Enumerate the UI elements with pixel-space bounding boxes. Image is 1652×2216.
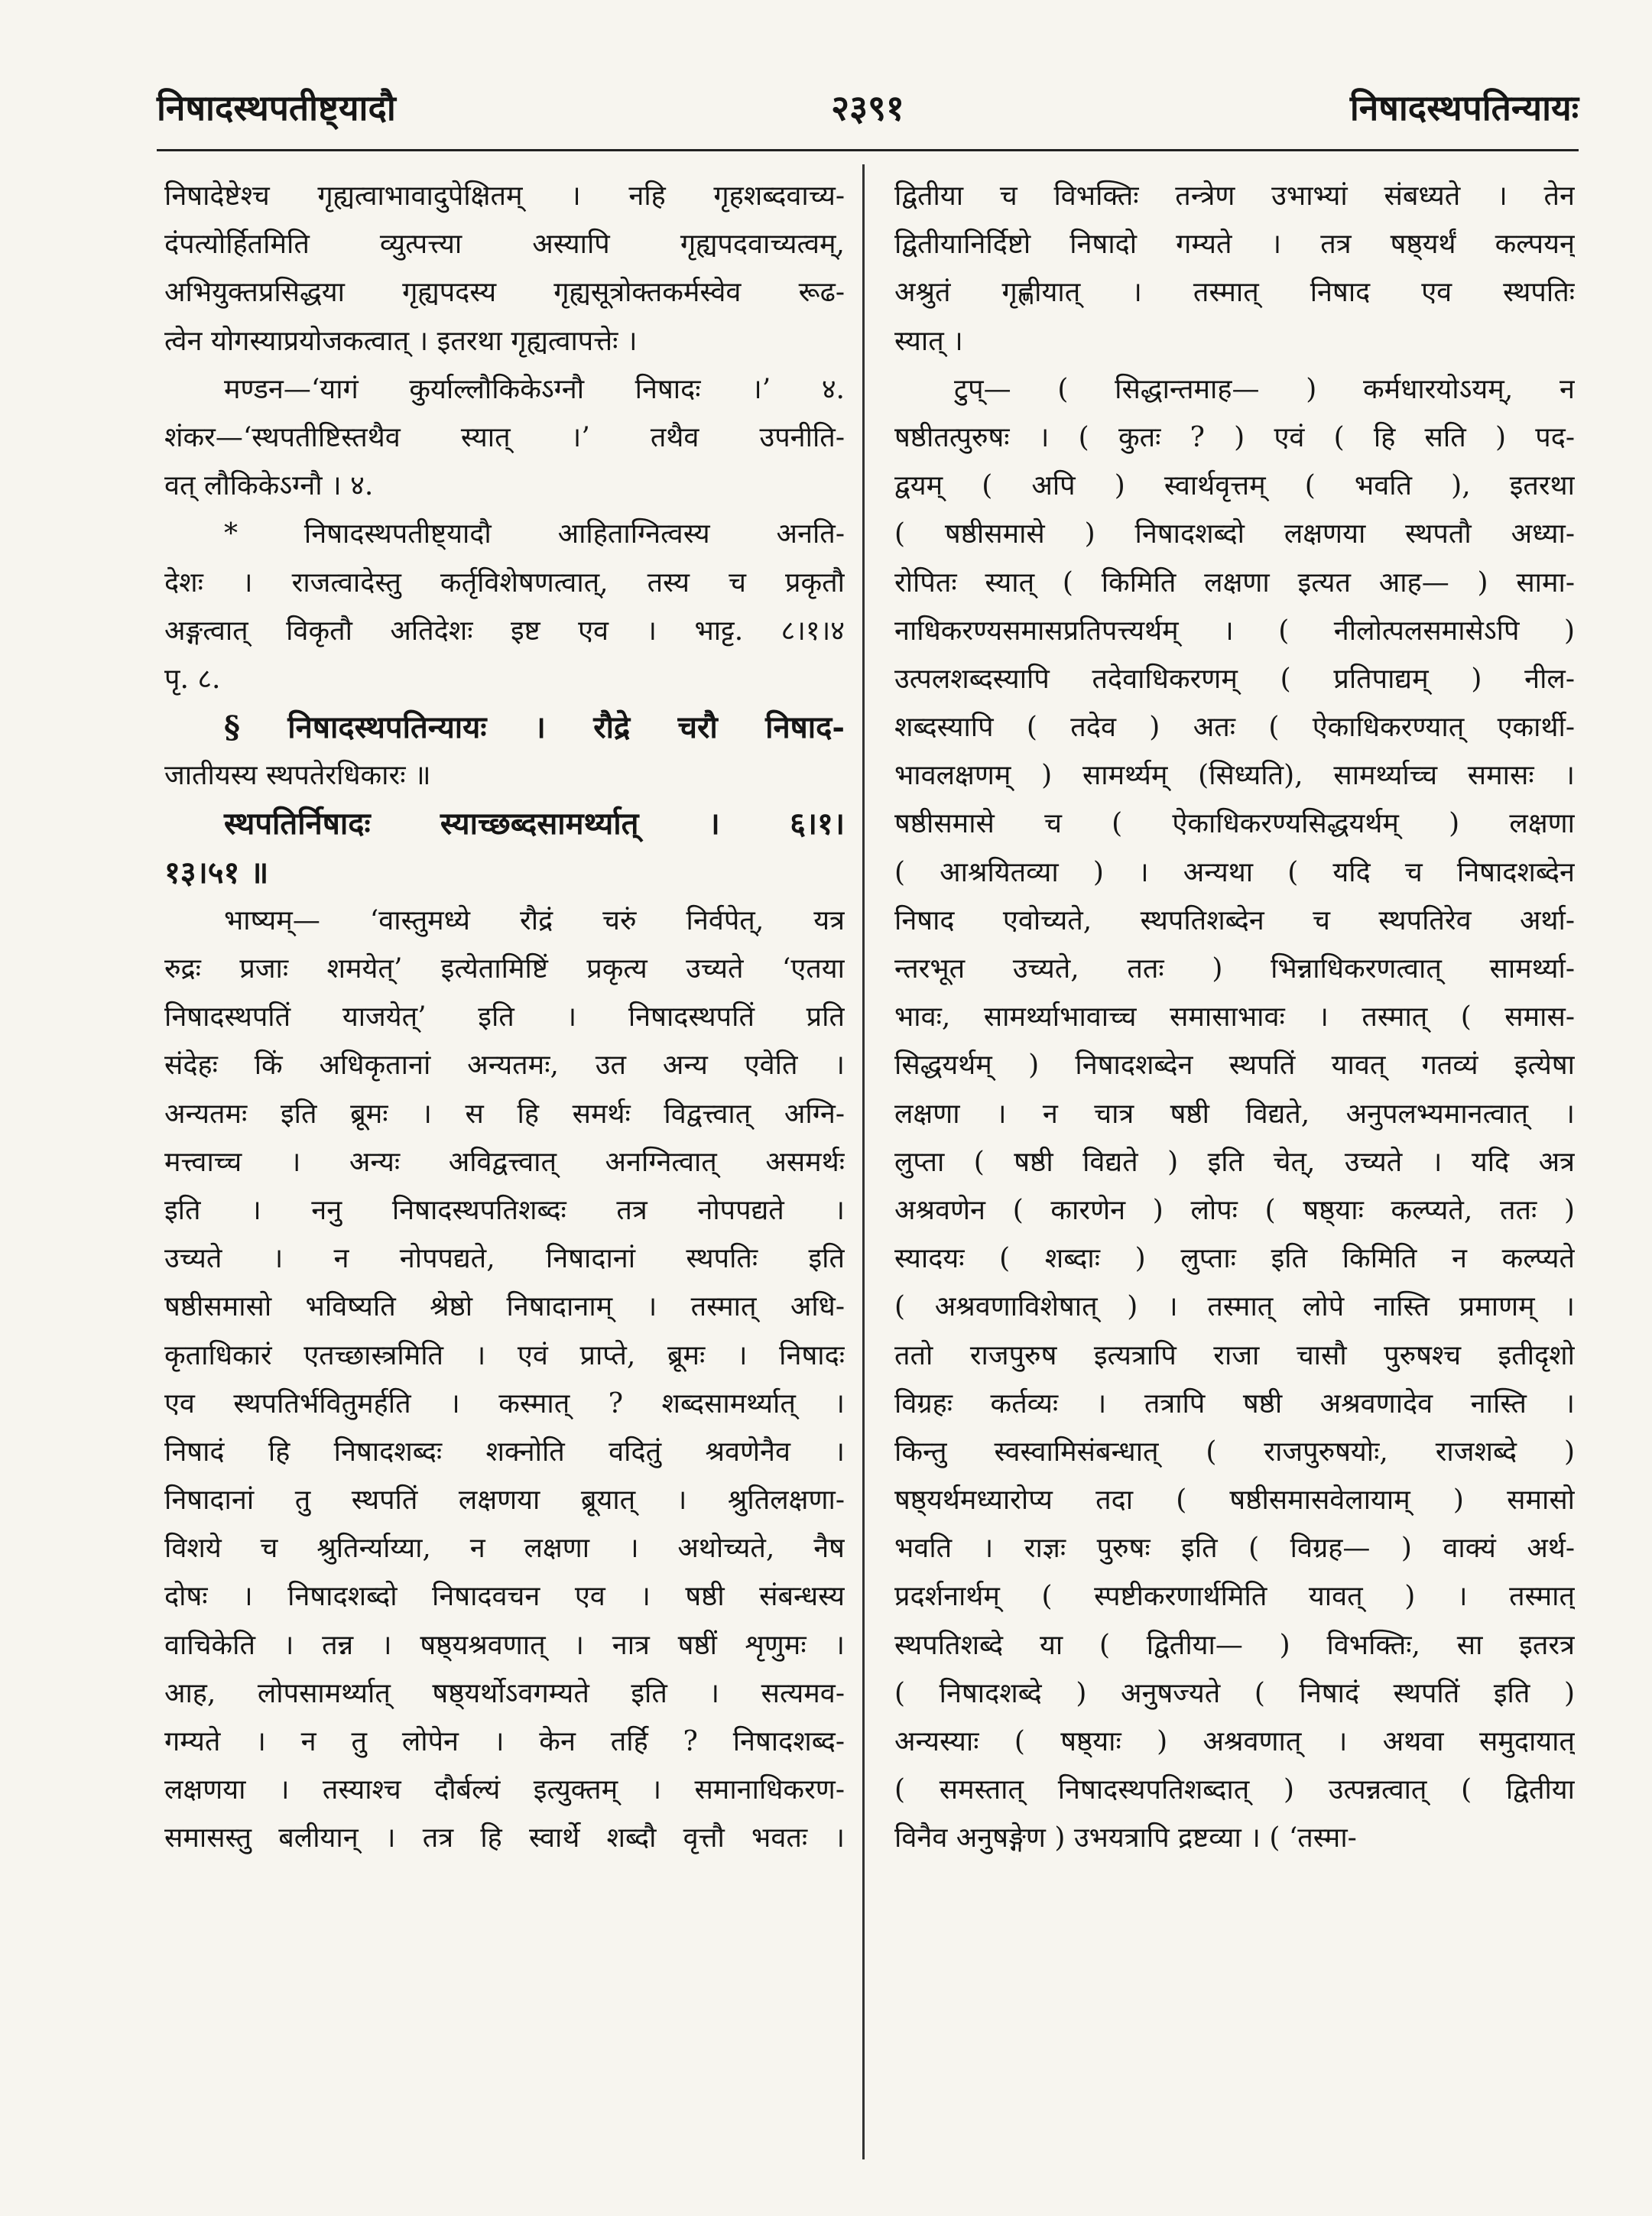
- right-column: [894, 172, 1575, 1863]
- right-line: ( षष्ठीसमासे ) निषादशब्दो लक्षणया स्थपतौ अध्या-: [894, 518, 1575, 550]
- right-line: प्रदर्शनार्थम् ( स्पष्टीकरणार्थमिति यावत् ) । तस्मात्: [894, 1581, 1575, 1613]
- left-line: रुद्रः प्रजाः शमयेत्’ इत्येतामिष्टिं प्रकृत्य उच्यते ‘एतया: [164, 953, 845, 985]
- left-line: दोषः । निषादशब्दो निषादवचन एव । षष्ठी संबन्धस्य: [164, 1581, 845, 1613]
- right-line: निषाद एवोच्यते, स्थपतिशब्देन च स्थपतिरेव अर्था-: [894, 904, 1575, 936]
- right-line: लक्षणा । न चात्र षष्ठी विद्यते, अनुपलभ्यमानत्वात् ।: [894, 1098, 1575, 1130]
- sutra-heading: स्थपतिर्निषादः स्याच्छब्दसामर्थ्यात् । ६।१।: [224, 806, 845, 842]
- right-line: षष्ठ्यर्थमध्यारोप्य तदा ( षष्ठीसमासवेलायाम् ) समासो: [894, 1484, 1575, 1517]
- right-line: अन्यस्याः ( षष्ठ्याः ) अश्रवणात् । अथवा समुदायात्: [894, 1726, 1575, 1757]
- right-line: अश्रवणेन ( कारणेन ) लोपः ( षष्ठ्याः कल्प्यते, ततः ): [894, 1194, 1575, 1226]
- left-line: उच्यते । न नोपपद्यते, निषादानां स्थपतिः इति: [164, 1243, 845, 1275]
- left-line: एव स्थपतिर्भवितुमर्हति । कस्मात् ? शब्दसामर्थ्यात् ।: [164, 1387, 845, 1419]
- bhashya-start: भाष्यम्— ‘वास्तुमध्ये रौद्रं चरुं निर्वपेत्, यत्र: [224, 904, 845, 936]
- right-line: द्वितीया च विभक्तिः तन्त्रेण उभाभ्यां संबध्यते । तेन: [894, 180, 1575, 212]
- left-line: विशये च श्रुतिर्न्याय्या, न लक्षणा । अथोच्यते, नैष: [164, 1533, 845, 1565]
- right-line: स्यादयः ( शब्दाः ) लुप्ताः इति किमिति न कल्प्यते: [894, 1243, 1575, 1275]
- right-line: नाधिकरण्यसमासप्रतिपत्त्यर्थम् । ( नीलोत्पलसमासेऽपि ): [894, 615, 1575, 647]
- left-line: निषादानां तु स्थपतिं लक्षणया ब्रूयात् । श्रुतिलक्षणा-: [164, 1484, 845, 1517]
- right-line: ( आश्रयितव्या ) । अन्यथा ( यदि च निषादशब्देन: [894, 856, 1575, 888]
- left-line: निषादेष्टेश्च गृह्यत्वाभावादुपेक्षितम् । नहि गृहशब्दवाच्य-: [164, 180, 845, 212]
- right-line: स्यात् ।: [894, 325, 963, 357]
- right-line: उत्पलशब्दस्यापि तदेवाधिकरणम् ( प्रतिपाद्यम् ) नील-: [894, 663, 1575, 695]
- right-line: षष्ठीतत्पुरुषः । ( कुतः ? ) एवं ( हि सति ) पद-: [894, 421, 1575, 453]
- right-line: विग्रहः कर्तव्यः । तत्रापि षष्ठी अश्रवणादेव नास्ति ।: [894, 1387, 1575, 1419]
- left-line: जातीयस्य स्थपतेरधिकारः ॥: [164, 760, 431, 792]
- page-number: २३९१: [831, 87, 904, 128]
- left-line: निषादं हि निषादशब्दः शक्नोति वदितुं श्रवणेनैव ।: [164, 1436, 845, 1468]
- left-line: त्वेन योगस्याप्रयोजकत्वात् । इतरथा गृह्यत्वापत्तेः ।: [164, 325, 638, 357]
- left-line: पृ. ८.: [164, 663, 221, 695]
- sutra-number: १३।५१ ॥: [164, 854, 269, 891]
- right-line: ( अश्रवणाविशेषात् ) । तस्मात् लोपे नास्ति प्रमाणम् ।: [894, 1291, 1575, 1323]
- left-line: वत् लौकिकेऽग्नौ । ४.: [164, 470, 374, 502]
- column-divider: [862, 164, 865, 2159]
- left-line: अन्यतमः इति ब्रूमः । स हि समर्थः विद्वत्त्वात् अग्नि-: [164, 1098, 845, 1130]
- tup-start: टुप्— ( सिद्धान्तमाह— ) कर्मधारयोऽयम्, न: [954, 373, 1575, 405]
- right-line: न्तरभूत उच्यते, ततः ) भिन्नाधिकरणत्वात् सामर्थ्या-: [894, 953, 1575, 985]
- left-line: निषादस्थपतिं याजयेत्’ इति । निषादस्थपतिं प्रति: [164, 1001, 845, 1033]
- left-line: शंकर—‘स्थपतीष्टिस्तथैव स्यात् ।’ तथैव उपनीति-: [164, 421, 845, 453]
- right-line: लुप्ता ( षष्ठी विद्यते ) इति चेत्, उच्यते । यदि अत्र: [894, 1146, 1575, 1178]
- header-right-title: निषादस्थपतिन्यायः: [1349, 87, 1579, 128]
- right-line: रोपितः स्यात् ( किमिति लक्षणा इत्यत आह— ) सामा-: [894, 566, 1575, 599]
- right-line: विनैव अनुषङ्गेण ) उभयत्रापि द्रष्टव्या । ( ‘तस्मा-: [894, 1822, 1357, 1854]
- left-line-mandana: मण्डन—‘यागं कुर्याल्लौकिकेऽग्नौ निषादः ।’ ४.: [224, 373, 845, 405]
- right-line: अश्रुतं गृह्णीयात् । तस्मात् निषाद एव स्थपतिः: [894, 277, 1575, 309]
- left-line: समासस्तु बलीयान् । तत्र हि स्वार्थे शब्दौ वृत्तौ भवतः ।: [164, 1822, 845, 1854]
- left-line: मत्त्वाच्च । अन्यः अविद्वत्त्वात् अनग्नित्वात् असमर्थः: [164, 1146, 845, 1178]
- left-column: [164, 172, 845, 1863]
- left-line: अङ्गत्वात् विकृतौ अतिदेशः इष्ट एव । भाट्ट. ८।१।४: [164, 615, 845, 647]
- right-line: ततो राजपुरुष इत्यत्रापि राजा चासौ पुरुषश्च इतीदृशो: [894, 1339, 1575, 1371]
- header-rule: [157, 149, 1579, 151]
- right-line: भावः, सामर्थ्याभावाच्च समासाभावः । तस्मात् ( समास-: [894, 1001, 1575, 1033]
- left-line: गम्यते । न तु लोपेन । केन तर्हि ? निषादशब्द-: [164, 1726, 845, 1757]
- right-line: किन्तु स्वस्वामिसंबन्धात् ( राजपुरुषयोः, राजशब्दे ): [894, 1436, 1575, 1468]
- right-line: शब्दस्यापि ( तदेव ) अतः ( ऐकाधिकरण्यात् एकार्थी-: [894, 712, 1575, 744]
- right-line: स्थपतिशब्दे या ( द्वितीया— ) विभक्तिः, सा इतरत्र: [894, 1629, 1575, 1661]
- left-line: वाचिकेति । तन्न । षष्ठ्यश्रवणात् । नात्र षष्ठीं शृणुमः ।: [164, 1629, 845, 1661]
- left-line: इति । ननु निषादस्थपतिशब्दः तत्र नोपपद्यते ।: [164, 1194, 845, 1226]
- left-line: देशः । राजत्वादेस्तु कर्तृविशेषणत्वात्, तस्य च प्रकृतौ: [164, 566, 845, 599]
- right-line: द्वयम् ( अपि ) स्वार्थवृत्तम् ( भवति ), इतरथा: [894, 470, 1575, 502]
- right-line: ( निषादशब्दे ) अनुषज्यते ( निषादं स्थपतिं इति ): [894, 1677, 1575, 1709]
- running-header: [157, 76, 1579, 138]
- nyaya-heading: § निषादस्थपतिन्यायः । रौद्रे चरौ निषाद-: [224, 709, 845, 746]
- left-line: षष्ठीसमासो भविष्यति श्रेष्ठो निषादानाम् । तस्मात् अधि-: [164, 1291, 845, 1323]
- left-line-entry: * निषादस्थपतीष्ट्यादौ आहिताग्नित्वस्य अनति-: [224, 518, 845, 550]
- right-line: द्वितीयानिर्दिष्टो निषादो गम्यते । तत्र षष्ठ्यर्थं कल्पयन्: [894, 229, 1575, 261]
- right-line: भवति । राज्ञः पुरुषः इति ( विग्रह— ) वाक्यं अर्थ-: [894, 1533, 1575, 1565]
- left-line: संदेहः किं अधिकृतानां अन्यतमः, उत अन्य एवेति ।: [164, 1050, 845, 1082]
- header-left-title: निषादस्थपतीष्ट्यादौ: [157, 87, 396, 128]
- left-line: लक्षणया । तस्याश्च दौर्बल्यं इत्युक्तम् । समानाधिकरण-: [164, 1774, 845, 1806]
- left-line: कृताधिकारं एतच्छास्त्रमिति । एवं प्राप्ते, ब्रूमः । निषादः: [164, 1339, 845, 1371]
- right-line: भावलक्षणम् ) सामर्थ्यम् (सिध्यति), सामर्थ्याच्च समासः ।: [894, 760, 1575, 792]
- left-line: अभियुक्तप्रसिद्धया गृह्यपदस्य गृह्यसूत्रोक्तकर्मस्वेव रूढ-: [164, 277, 845, 309]
- left-line: दंपत्योर्हितमिति व्युत्पत्त्या अस्यापि गृह्यपदवाच्यत्वम्,: [164, 229, 845, 261]
- left-line: आह, लोपसामर्थ्यात् षष्ठ्यर्थोऽवगम्यते इति । सत्यमव-: [164, 1677, 845, 1709]
- right-line: षष्ठीसमासे च ( ऐकाधिकरण्यसिद्धयर्थम् ) लक्षणा: [894, 808, 1575, 840]
- right-line: ( समस्तात् निषादस्थपतिशब्दात् ) उत्पन्नत्वात् ( द्वितीया: [894, 1774, 1575, 1806]
- right-line: सिद्धयर्थम् ) निषादशब्देन स्थपतिं यावत् गतव्यं इत्येषा: [894, 1050, 1575, 1082]
